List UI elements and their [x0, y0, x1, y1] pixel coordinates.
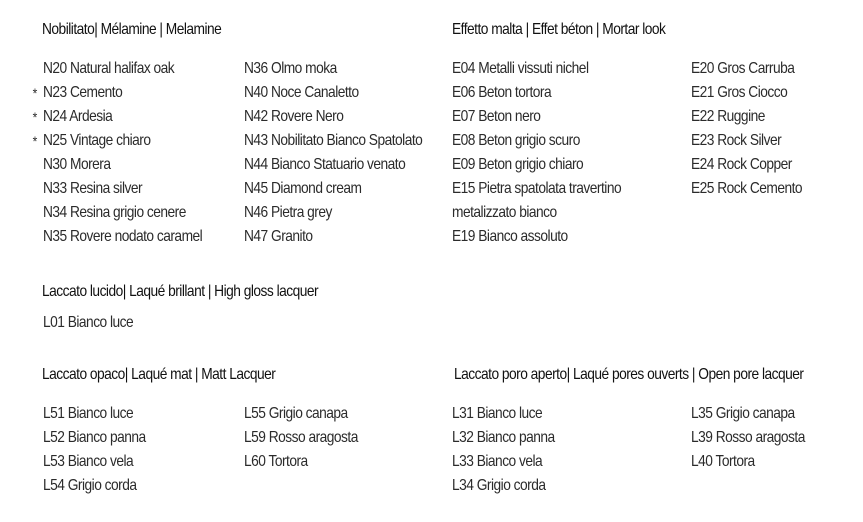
star-icon: *	[32, 109, 37, 125]
list-item: N42 Rovere Nero	[244, 108, 344, 125]
section-heading-matt: Laccato opaco| Laqué mat | Matt Lacquer	[42, 366, 276, 383]
list-item: N44 Bianco Statuario venato	[244, 156, 406, 173]
list-item: N46 Pietra grey	[244, 204, 332, 221]
melamine-list-col1	[32, 57, 228, 249]
list-item: E04 Metalli vissuti nichel	[452, 60, 589, 77]
list-item: N47 Granito	[244, 228, 313, 245]
list-item: E06 Beton tortora	[452, 84, 552, 101]
list-item: L32 Bianco panna	[452, 429, 555, 446]
list-item: L51 Bianco luce	[43, 405, 134, 422]
list-item: L39 Rosso aragosta	[691, 429, 805, 446]
mortar-list-col1	[452, 57, 649, 249]
list-item: N30 Morera	[43, 156, 111, 173]
list-item: E24 Rock Copper	[691, 156, 792, 173]
list-item: * N25 Vintage chiaro	[43, 129, 202, 153]
list-item: L60 Tortora	[244, 453, 308, 470]
list-item: E19 Bianco assoluto	[452, 228, 568, 245]
list-item: * N23 Cemento	[43, 81, 202, 105]
openpore-list-col1	[452, 402, 571, 498]
list-item: N34 Resina grigio cenere	[43, 204, 186, 221]
list-item: L34 Grigio corda	[452, 477, 546, 494]
list-item: L54 Grigio corda	[43, 477, 137, 494]
list-item: N45 Diamond cream	[244, 180, 362, 197]
list-item: metalizzato bianco	[452, 204, 557, 221]
list-item: N33 Resina silver	[43, 180, 143, 197]
list-item: L55 Grigio canapa	[244, 405, 348, 422]
section-heading-mortar: Effetto malta | Effet béton | Mortar look	[452, 21, 666, 38]
list-item: * N24 Ardesia	[43, 105, 202, 129]
list-item: L35 Grigio canapa	[691, 405, 795, 422]
list-item: N36 Olmo moka	[244, 60, 337, 77]
section-heading-melamine: Nobilitato| Mélamine | Melamine	[42, 21, 222, 38]
star-icon: *	[32, 133, 37, 149]
matt-list-col2	[244, 402, 376, 474]
list-item: N43 Nobilitato Bianco Spatolato	[244, 132, 423, 149]
list-item: E08 Beton grigio scuro	[452, 132, 580, 149]
list-item: E21 Gros Ciocco	[691, 84, 788, 101]
list-item: E20 Gros Carruba	[691, 60, 795, 77]
matt-list-col1	[43, 402, 162, 498]
list-item: N35 Rovere nodato caramel	[43, 228, 203, 245]
list-item: E09 Beton grigio chiaro	[452, 156, 584, 173]
melamine-list-col2	[244, 57, 451, 249]
openpore-list-col2	[691, 402, 823, 474]
mortar-list-col2	[691, 57, 820, 201]
list-item: N40 Noce Canaletto	[244, 84, 359, 101]
list-item: E23 Rock Silver	[691, 132, 782, 149]
star-icon: *	[32, 85, 37, 101]
list-item: L31 Bianco luce	[452, 405, 543, 422]
list-item: L40 Tortora	[691, 453, 755, 470]
list-item: N20 Natural halifax oak	[43, 60, 175, 77]
list-item: L53 Bianco vela	[43, 453, 134, 470]
list-item: L33 Bianco vela	[452, 453, 543, 470]
section-heading-openpore: Laccato poro aperto| Laqué pores ouverts | Open pore lacquer	[454, 366, 804, 383]
list-item: E07 Beton nero	[452, 108, 541, 125]
list-item: L59 Rosso aragosta	[244, 429, 358, 446]
list-item: E15 Pietra spatolata travertino	[452, 180, 622, 197]
list-item: E22 Ruggine	[691, 108, 765, 125]
list-item: L52 Bianco panna	[43, 429, 146, 446]
section-heading-gloss: Laccato lucido| Laqué brillant | High gloss lacquer	[42, 283, 319, 300]
gloss-list-col1	[43, 311, 148, 335]
list-item: L01 Bianco luce	[43, 314, 134, 331]
list-item: E25 Rock Cemento	[691, 180, 803, 197]
